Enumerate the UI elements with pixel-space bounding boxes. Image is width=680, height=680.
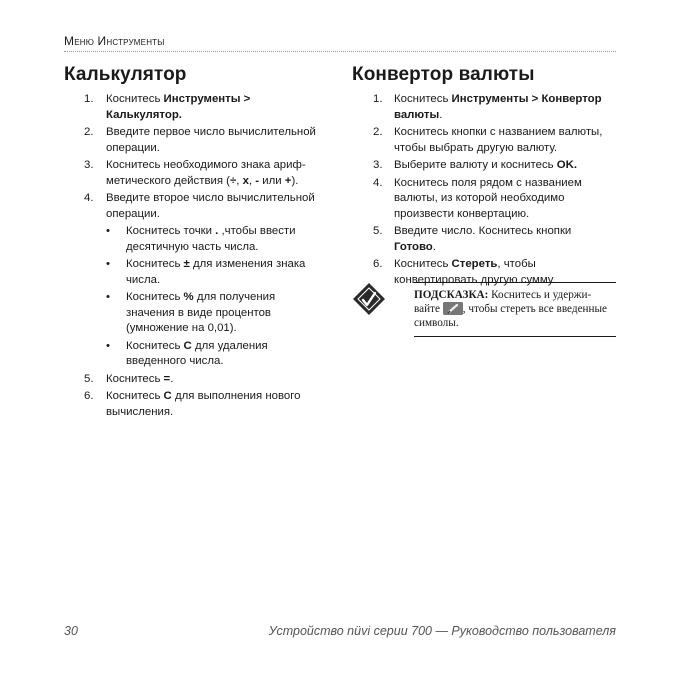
list-item: 4. Коснитесь поля рядом с названием валюты, из которой необходимо произвести конвертацию. bbox=[373, 176, 582, 220]
list-item: 6. Коснитесь C для выполнения нового вычисления. bbox=[84, 390, 301, 418]
calculator-title: Калькулятор bbox=[64, 64, 187, 85]
header-section: Меню Инструменты bbox=[64, 34, 165, 48]
converter-steps bbox=[352, 92, 616, 288]
list-item: 2. Введите первое число вычислительной операции. bbox=[84, 126, 316, 154]
list-item: 3. Выберите валюту и коснитесь OK. bbox=[373, 159, 578, 171]
calculator-section bbox=[64, 64, 326, 422]
list-item: 3. Коснитесь необходимого знака ариф-метического действия (÷, x, - или +). bbox=[84, 159, 306, 187]
sub-list-item: • Коснитесь точки . ,чтобы ввести десятичную часть числа. bbox=[106, 225, 296, 253]
converter-title: Конвертор валюты bbox=[352, 64, 535, 85]
list-item: 4. Введите второе число вычислительной операции. • Коснитесь точки . ,чтобы ввести десятичную часть числа. • Коснитесь ± для изменения знака числа. • Коснитесь % для получения значения в виде процентов (умножение на 0,01). • Коснитесь C для удаления введенного числа. bbox=[64, 191, 326, 370]
converter-section bbox=[352, 64, 616, 290]
list-item: 5. Введите число. Коснитесь кнопки Готово. bbox=[373, 225, 572, 253]
list-item: 6. Коснитесь Стереть, чтобы конвертировать другую сумму. bbox=[373, 258, 556, 286]
manual-title: Устройство nüvi серии 700 — Руководство пользователя bbox=[268, 624, 616, 638]
sub-list-item: • Коснитесь C для удаления введенного числа. bbox=[106, 339, 268, 367]
checkmark-tip-icon bbox=[352, 282, 386, 316]
list-item: 1. Коснитесь Инструменты > Калькулятор. bbox=[84, 93, 251, 121]
page-number: 30 bbox=[64, 624, 78, 638]
tip-text: ПОДСКАЗКА: Коснитесь и удержи-вайте , чтобы стереть все введенные символы. bbox=[414, 282, 616, 337]
calculator-substeps bbox=[106, 224, 326, 370]
list-item: 5. Коснитесь =. bbox=[84, 372, 174, 385]
list-item: 1. Коснитесь Инструменты > Конвертор валюты. bbox=[373, 93, 602, 121]
tip-note bbox=[352, 282, 616, 338]
pencil-erase-icon bbox=[443, 302, 463, 315]
sub-list-item: • Коснитесь ± для изменения знака числа. bbox=[106, 258, 306, 286]
sub-list-item: • Коснитесь % для получения значения в виде процентов (умножение на 0,01). bbox=[106, 291, 276, 334]
running-header bbox=[64, 34, 616, 52]
calculator-steps bbox=[64, 92, 326, 420]
list-item: 2. Коснитесь кнопки с названием валюты, чтобы выбрать другую валюту. bbox=[373, 126, 603, 154]
